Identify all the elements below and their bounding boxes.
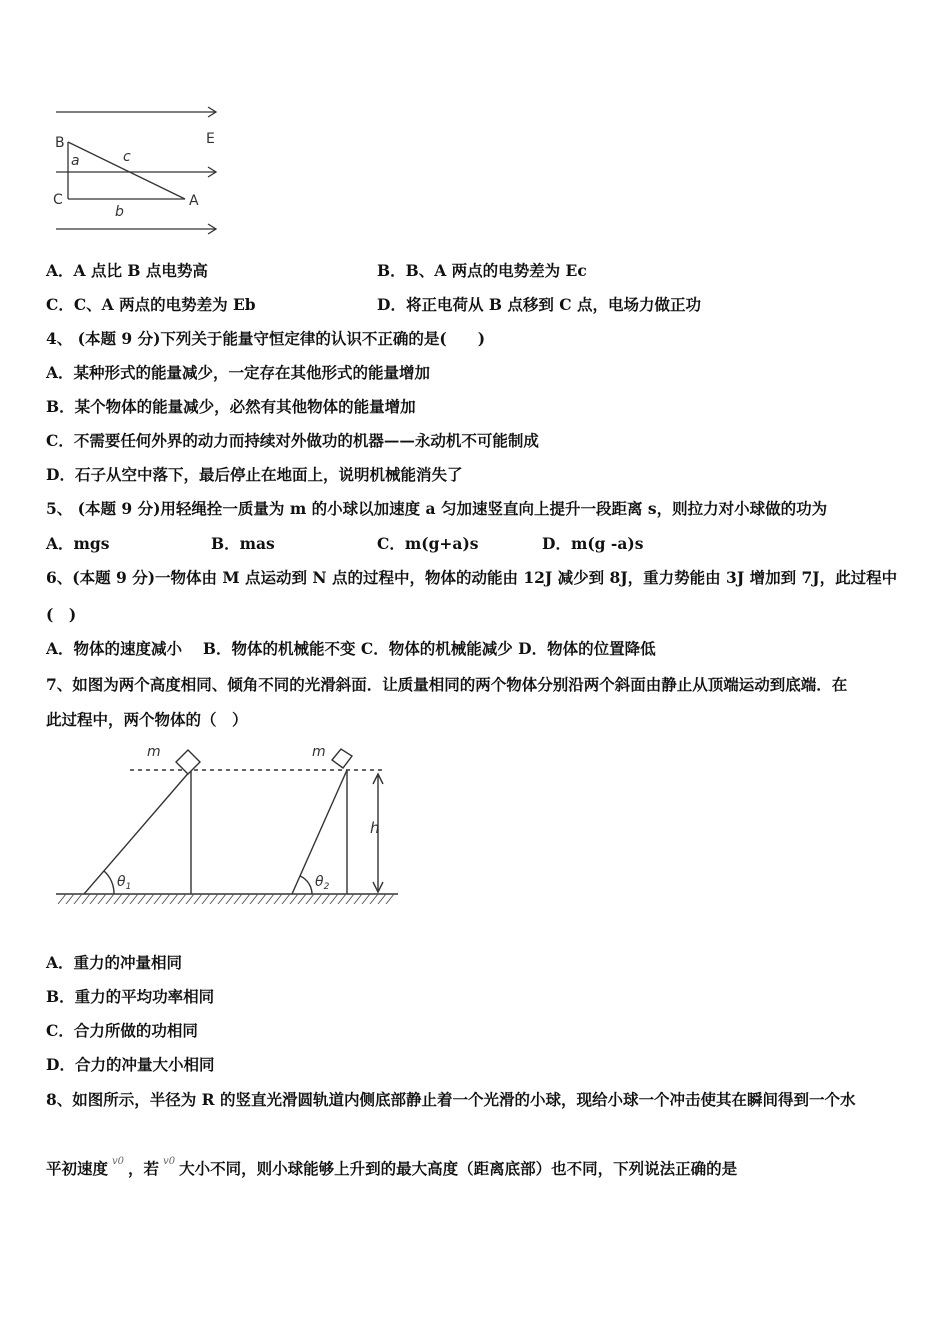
label-B: B (55, 135, 65, 151)
label-A: A (189, 193, 199, 209)
q6-stem: 6、(本题 9 分)一物体由 M 点运动到 N 点的过程中，物体的动能由 12J 减少到 8J，重力势能由 3J 增加到 7J，此过程中 (46, 568, 898, 587)
label-b: b (115, 204, 124, 220)
theta1-label: $\theta_1$ (117, 874, 132, 892)
q3-option-c: C．C、A 两点的电势差为 Eb (46, 295, 256, 314)
q4-option-c: C．不需要任何外界的动力而持续对外做功的机器——永动机不可能制成 (46, 431, 539, 450)
q3-option-a: A．A 点比 B 点电势高 (46, 261, 208, 280)
mass-label-2: m (312, 744, 326, 760)
q3-option-b: B．B、A 两点的电势差为 Ec (377, 261, 587, 280)
q7-option-b: B．重力的平均功率相同 (46, 987, 215, 1006)
q5-option-c: C．m(g+a)s (377, 534, 479, 553)
q7-stem-line2: 此过程中，两个物体的（ ） (46, 710, 248, 729)
q7-option-d: D．合力的冲量大小相同 (46, 1055, 215, 1074)
q5-option-b: B．mas (211, 534, 275, 553)
q5-stem: 5、 (本题 9 分)用轻绳拴一质量为 m 的小球以加速度 a 匀加速竖直向上提升一段距离 s，则拉力对小球做的功为 (46, 499, 828, 518)
height-label: h (370, 819, 380, 837)
mass-label-1: m (147, 744, 161, 760)
q6-paren: ( ) (46, 605, 77, 624)
q6-options: A．物体的速度减小 B．物体的机械能不变 C．物体的机械能减少 D．物体的位置降低 (46, 639, 656, 658)
q4-option-a: A．某种形式的能量减少，一定存在其他形式的能量增加 (46, 363, 431, 382)
q5-option-d: D．m(g -a)s (542, 534, 644, 553)
inclines-figure (50, 738, 410, 913)
q4-option-d: D．石子从空中落下，最后停止在地面上，说明机械能消失了 (46, 465, 463, 484)
q4-option-b: B．某个物体的能量减少，必然有其他物体的能量增加 (46, 397, 416, 416)
v0-symbol-2: v0 (163, 1156, 176, 1167)
label-c: c (123, 149, 131, 165)
q4-stem: 4、 (本题 9 分)下列关于能量守恒定律的认识不正确的是( ) (46, 329, 486, 348)
label-C: C (53, 192, 63, 208)
field-triangle-figure (46, 98, 231, 243)
q5-option-a: A．mgs (46, 534, 110, 553)
theta2-label: $\theta_2$ (315, 874, 330, 892)
q3-option-d: D．将正电荷从 B 点移到 C 点，电场力做正功 (377, 295, 701, 314)
label-a: a (71, 153, 80, 169)
q8-stem-line2: 平初速度 $^{v0}$ ，若 $^{v0}$ 大小不同，则小球能够上升到的最大高度（距离底部）也不同，下列说法正确的是 (46, 1156, 738, 1178)
q7-stem-line1: 7、如图为两个高度相同、倾角不同的光滑斜面．让质量相同的两个物体分别沿两个斜面由静止从顶端运动到底端．在 (46, 675, 848, 694)
q7-option-c: C．合力所做的功相同 (46, 1021, 198, 1040)
q8-stem-line1: 8、如图所示，半径为 R 的竖直光滑圆轨道内侧底部静止着一个光滑的小球，现给小球一个冲击使其在瞬间得到一个水 (46, 1090, 856, 1109)
v0-symbol-1: v0 (112, 1156, 125, 1167)
q7-option-a: A．重力的冲量相同 (46, 953, 183, 972)
label-E: E (206, 131, 215, 147)
